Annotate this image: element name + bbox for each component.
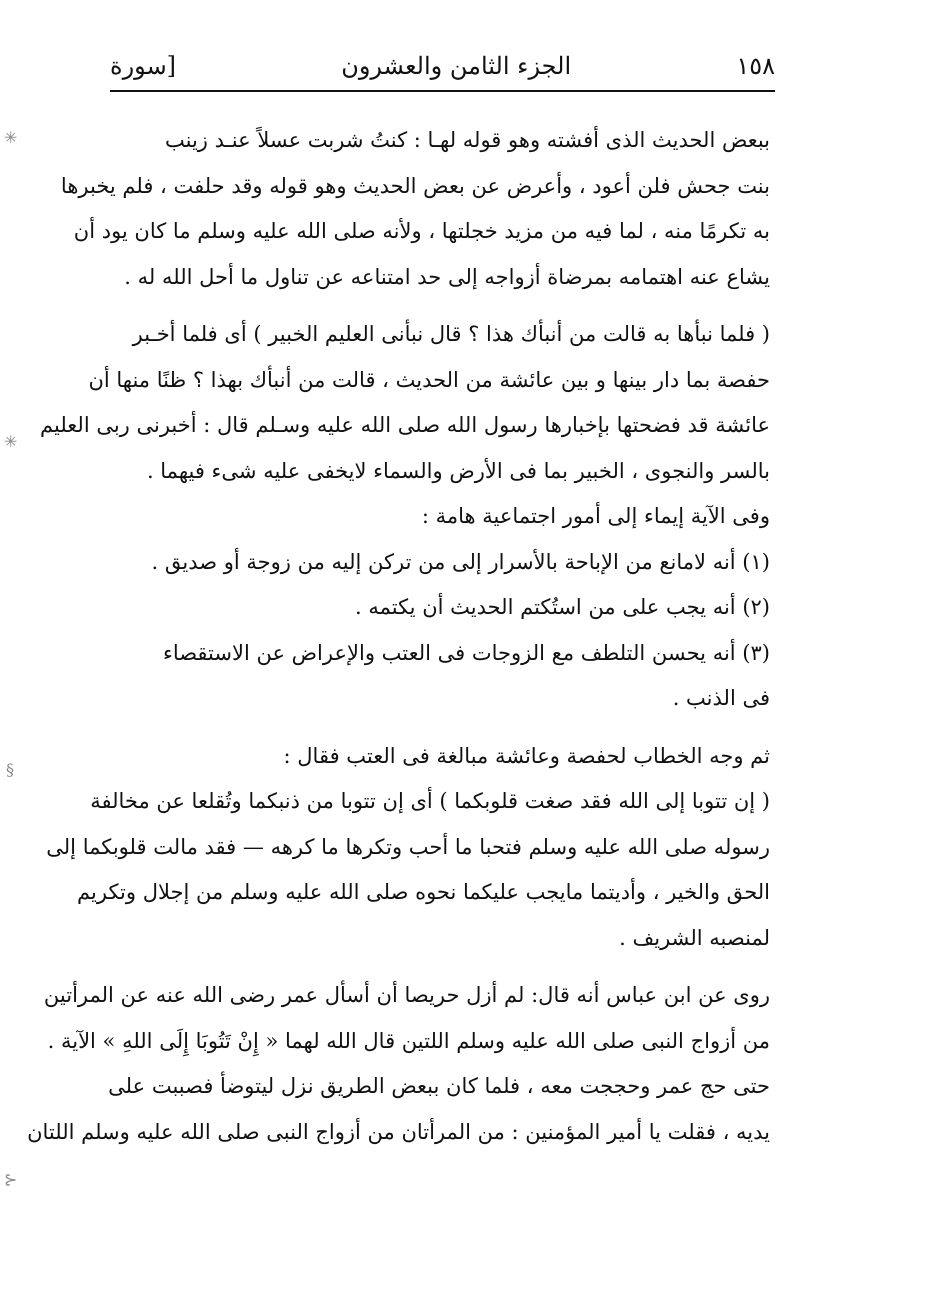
text-line: فى الذنب . [672,686,770,710]
paragraph-gap [108,722,770,734]
text-line: ( فلما نبأها به قالت من أنبأك هذا ؟ قال نبأنى العليم الخبير ) أى فلما أخـبر [132,322,770,346]
text-line: الحق والخير ، وأديتما مايجب عليكما نحوه صلى الله عليه وسلم من إجلال وتكريم [77,880,770,904]
text-line: من أزواج النبى صلى الله عليه وسلم اللتين قال الله لهما « إِنْ تَتُوبَا إِلَى اللهِ » الآية . [47,1028,770,1053]
list-item: (٣) أنه يحسن التلطف مع الزوجات فى العتب والإعراض عن الاستقصاء [162,640,770,665]
page-body [27,118,770,1155]
text-line: ثم وجه الخطاب لحفصة وعائشة مبالغة فى العتب فقال : [283,743,770,768]
list-item: (١) أنه لامانع من الإباحة بالأسرار إلى من تركن إليه من زوجة أو صديق . [151,549,770,574]
page-header [110,42,775,92]
text-line: ببعض الحديث الذى أفشته وهو قوله لهـا : كنتُ شربت عسلاً عنـد زينب [164,128,770,152]
running-title: الجزء الثامن والعشرون [341,52,572,80]
text-line: ( إن تتوبا إلى الله فقد صغت قلوبكما ) أى إن تتوبا من ذنبكما وتُقلعا عن مخالفة [90,789,770,813]
text-line: حفصة بما دار بينها و بين عائشة من الحديث ، قالت من أنبأك بهذا ؟ ظنًا منها أن [88,367,770,392]
text-line: عائشة قد فضحتها بإخبارها رسول الله صلى الله عليه وسـلم قال : أخبرنى ربى العليم [40,413,770,437]
text-line: رسوله صلى الله عليه وسلم فتحبا ما أحب وتكرها ما كرهه — فقد مالت قلوبكما إلى [46,834,770,859]
text-line: يديه ، فقلت يا أمير المؤمنين : من المرأتان من أزواج النبى صلى الله عليه وسلم اللتان [27,1119,770,1144]
paragraph-gap [108,300,770,312]
scan-speck: ✳ [4,128,18,147]
text-line: لمنصبه الشريف . [619,925,770,950]
text-line: بنت جحش فلن أعود ، وأعرض عن بعض الحديث وهو قوله وقد حلفت ، فلم يخبرها [60,173,770,198]
text-line: حتى حج عمر وحججت معه ، فلما كان ببعض الطريق نزل ليتوضأ فصببت على [108,1074,770,1098]
page-number: ١٥٨ [736,52,775,80]
list-item: (٢) أنه يجب على من استُكتم الحديث أن يكتمه . [355,595,770,619]
text-line: به تكرمًا منه ، لما فيه من مزيد خجلتها ، ولأنه صلى الله عليه وسلم ما كان يود أن [73,219,770,243]
text-line: بالسر والنجوى ، الخبير بما فى الأرض والسماء لايخفى عليه شىء فيهما . [146,458,770,483]
text-line: وفى الآية إيماء إلى أمور اجتماعية هامة : [421,504,770,528]
text-line: روى عن ابن عباس أنه قال: لم أزل حريصا أن أسأل عمر رضى الله عنه عن المرأتين [43,983,770,1007]
scan-speck: § [6,760,14,779]
paragraph-gap [108,961,770,973]
section-label: [سورة [110,52,177,80]
text-line: يشاع عنه اهتمامه بمرضاة أزواجه إلى حد امتناعه عن تناول ما أحل الله له . [124,264,770,289]
scan-speck: ✳ [4,432,18,451]
scan-speck: ⊱ [4,1170,18,1189]
